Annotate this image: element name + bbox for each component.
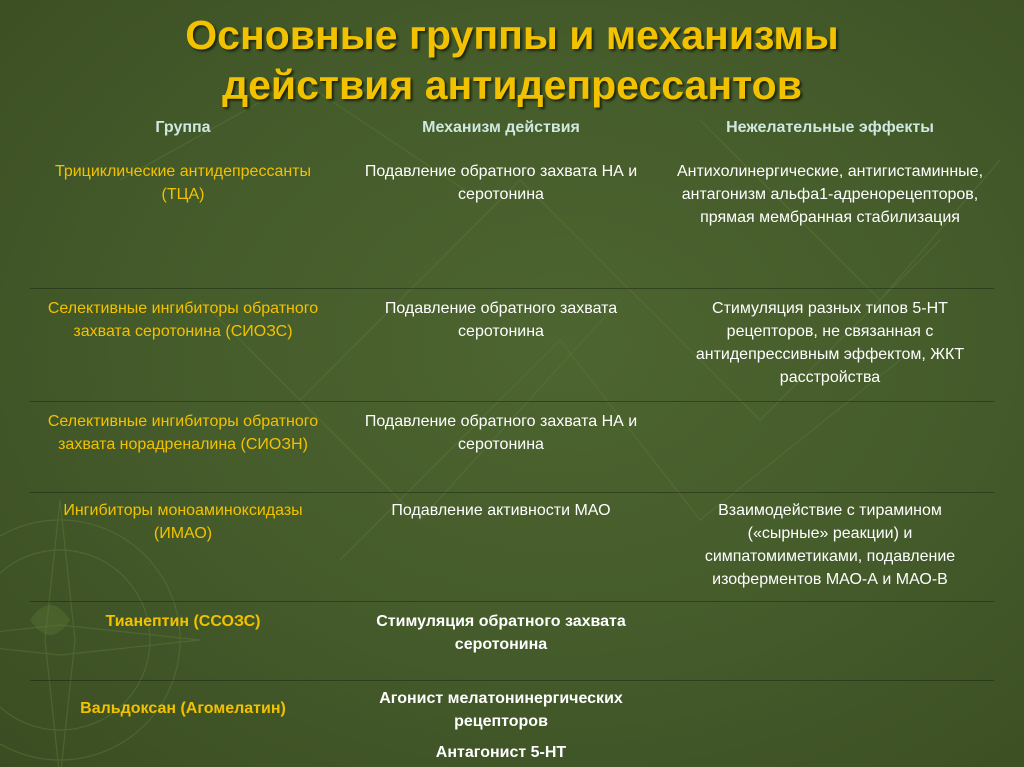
group-cell: Селективные ингибиторы обратного захвата серотонина (СИОЗС) (47, 300, 319, 340)
group-cell (30, 687, 336, 767)
effects-cell (666, 610, 994, 680)
effects-cell (666, 410, 994, 492)
mechanism-primary: Агонист мелатонинергических рецепторов (379, 690, 623, 730)
group-cell: Селективные ингибиторы обратного захвата норадреналина (СИОЗН) (47, 413, 319, 453)
table-row (30, 681, 994, 767)
table-row (30, 493, 994, 602)
table-row (30, 402, 994, 493)
mechanism-cell: Подавление обратного захвата НА и серотонина (364, 413, 638, 453)
header-group: Группа (155, 119, 211, 136)
table-header-row (30, 110, 994, 158)
mechanism-cell: Подавление активности МАО (391, 502, 611, 519)
mechanism-cell: Стимуляция обратного захвата серотонина (376, 613, 626, 653)
group-cell: Трициклические антидепрессанты (ТЦА) (54, 163, 312, 203)
table-row (30, 602, 994, 681)
group-name: Вальдоксан (Агомелатин) (80, 700, 286, 717)
table-row (30, 289, 994, 402)
mechanism-cell: Подавление обратного захвата серотонина (384, 300, 618, 340)
effects-cell: Антихолинергические, антигистаминные, антагонизм альфа1-адренорецепторов, прямая мембранная стабилизация (676, 163, 984, 226)
group-cell: Тианептин (ССОЗС) (105, 613, 261, 630)
mechanism-cell (336, 687, 666, 767)
title-line-2: действия антидепрессантов (222, 62, 802, 108)
mechanism-cell: Подавление обратного захвата НА и серотонина (364, 163, 638, 203)
effects-cell: Взаимодействие с тирамином («сырные» реакции) и симпатомиметиками, подавление изоферментов МАО-А и МАО-В (704, 502, 956, 588)
title-line-1: Основные группы и механизмы (185, 12, 839, 58)
page-title (0, 10, 1024, 110)
antidepressant-table (30, 110, 994, 767)
effects-cell: Стимуляция разных типов 5-НТ рецепторов, не связанная с антидепрессивным эффектом, ЖКТ расстройства (695, 300, 965, 386)
table-row (30, 158, 994, 289)
header-mechanism: Механизм действия (422, 119, 580, 136)
mechanism-secondary: Антагонист 5-НТ (435, 744, 567, 761)
effects-cell (666, 687, 994, 767)
header-effects: Нежелательные эффекты (726, 119, 934, 136)
group-cell: Ингибиторы моноаминоксидазы (ИМАО) (63, 502, 303, 542)
